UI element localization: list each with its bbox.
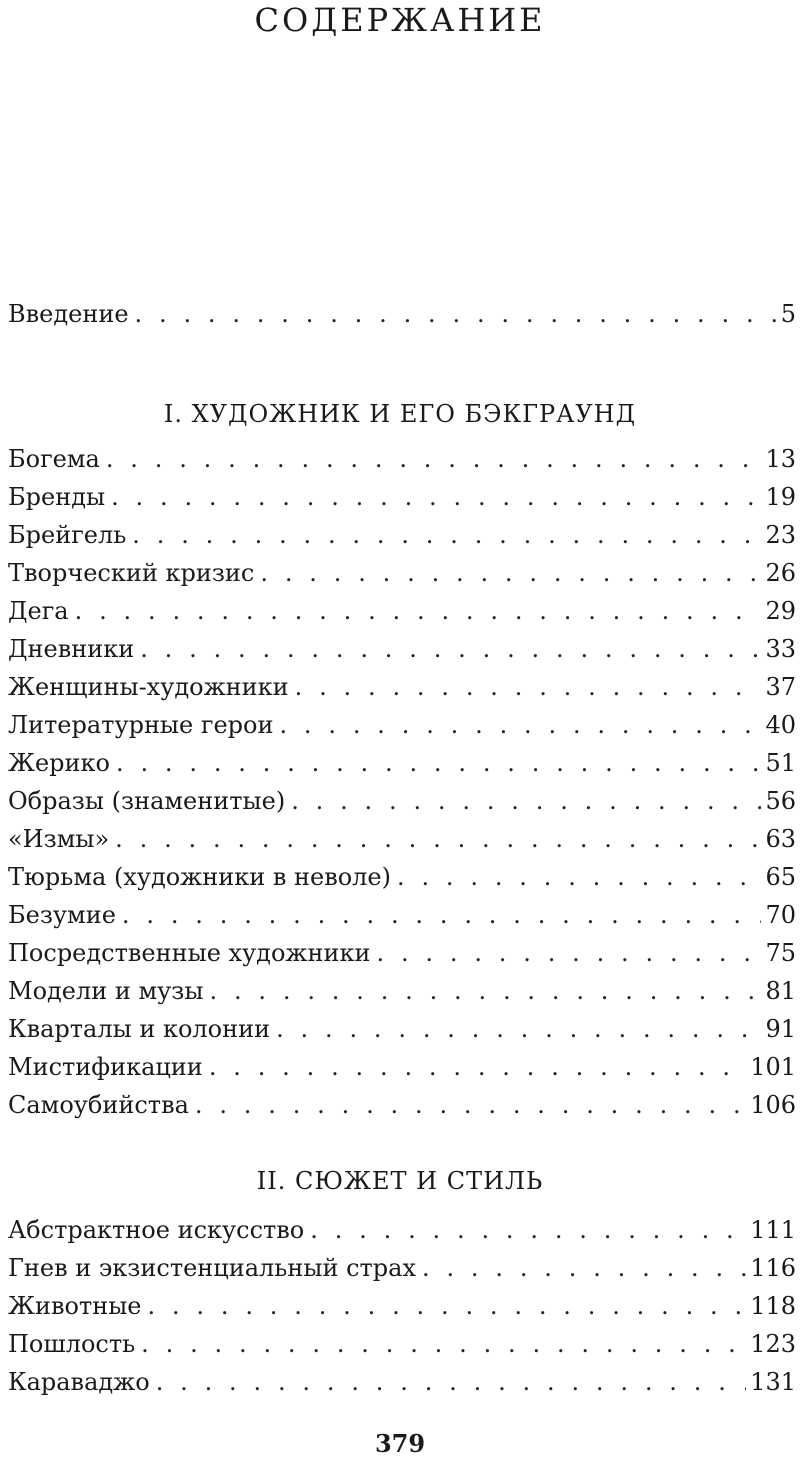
toc-entry-label: Караваджо: [8, 1368, 150, 1396]
toc-entry-label: Безумие: [8, 901, 116, 929]
toc-entry-label: Образы (знаменитые): [8, 787, 286, 815]
toc-entry: [8, 631, 796, 667]
toc-entry-label: Бренды: [8, 483, 106, 511]
toc-entry: [8, 441, 796, 477]
toc-entry-page: 118: [750, 1292, 796, 1320]
toc-entry: [8, 517, 796, 553]
dot-leader: [295, 669, 762, 705]
toc-entry: [8, 479, 796, 515]
toc-entry: [8, 1087, 796, 1123]
dot-leader: [106, 441, 762, 477]
toc-entry-label: Модели и музы: [8, 977, 204, 1005]
toc-entry-label: Дневники: [8, 635, 135, 663]
toc-entry-page: 131: [750, 1368, 796, 1396]
toc-entry-page: 101: [750, 1053, 796, 1081]
dot-leader: [156, 1364, 747, 1400]
dot-leader: [422, 1250, 746, 1286]
toc-entry-page: 123: [750, 1330, 796, 1358]
toc-entry-page: 5: [780, 300, 796, 328]
dot-leader: [209, 973, 761, 1009]
toc-entry: [8, 859, 796, 895]
toc-entry-label: Брейгель: [8, 521, 127, 549]
toc-entry-page: 70: [765, 901, 796, 929]
toc-entry: [8, 821, 796, 857]
toc-entry: [8, 745, 796, 781]
toc-entry-page: 75: [765, 939, 796, 967]
toc-entry-page: 65: [765, 863, 796, 891]
toc-entry: [8, 669, 796, 705]
toc-entry: [8, 555, 796, 591]
dot-leader: [135, 296, 777, 332]
toc-entry-label: Самоубийства: [8, 1091, 189, 1119]
toc-entry-page: 111: [750, 1216, 796, 1244]
toc-entry: [8, 897, 796, 933]
toc-entry: [8, 1049, 796, 1085]
dot-leader: [116, 745, 761, 781]
toc-entry-label: Дега: [8, 597, 69, 625]
toc-entry-label: Литературные герои: [8, 711, 274, 739]
toc-entry: [8, 1212, 796, 1248]
toc-entry-page: 51: [765, 749, 796, 777]
dot-leader: [111, 479, 761, 515]
dot-leader: [397, 859, 761, 895]
toc-entry: [8, 783, 796, 819]
dot-leader: [279, 707, 761, 743]
toc-entry: [8, 593, 796, 629]
toc-entry-page: 40: [765, 711, 796, 739]
toc-entry-page: 13: [765, 445, 796, 473]
toc-entry-label: Животные: [8, 1292, 142, 1320]
toc-entry-label: Мистификации: [8, 1053, 203, 1081]
toc-entry-label: Пошлость: [8, 1330, 136, 1358]
toc-entry-page: 106: [750, 1091, 796, 1119]
toc-entry: [8, 973, 796, 1009]
toc-entry-page: 116: [750, 1254, 796, 1282]
dot-leader: [122, 897, 762, 933]
dot-leader: [195, 1087, 746, 1123]
section-heading-2: II. СЮЖЕТ И СТИЛЬ: [256, 1167, 544, 1195]
dot-leader: [310, 1212, 746, 1248]
dot-leader: [276, 1011, 761, 1047]
dot-leader: [376, 935, 761, 971]
toc-entry-page: 56: [765, 787, 796, 815]
toc-entry-page: 63: [765, 825, 796, 853]
toc-entry-label: Тюрьма (художники в неволе): [8, 863, 391, 891]
toc-entry: [8, 1288, 796, 1324]
page-number: 379: [374, 1429, 426, 1458]
toc-entry-page: 29: [765, 597, 796, 625]
dot-leader: [148, 1288, 747, 1324]
section-heading-1: I. ХУДОЖНИК И ЕГО БЭКГРАУНД: [163, 400, 637, 428]
dot-leader: [140, 631, 761, 667]
dot-leader: [141, 1326, 746, 1362]
toc-entry-label: Жерико: [8, 749, 110, 777]
toc-entry-page: 81: [765, 977, 796, 1005]
toc-entry-page: 23: [765, 521, 796, 549]
toc-entry-intro: [8, 296, 796, 332]
toc-entry-page: 91: [765, 1015, 796, 1043]
toc-entry-label: Женщины-художники: [8, 673, 289, 701]
page-title: СОДЕРЖАНИЕ: [254, 1, 546, 39]
toc-entry-page: 26: [765, 559, 796, 587]
toc-entry-label: Кварталы и колонии: [8, 1015, 271, 1043]
toc-entry: [8, 1364, 796, 1400]
toc-entry-label: Богема: [8, 445, 100, 473]
dot-leader: [115, 821, 761, 857]
toc-entry-label: Введение: [8, 300, 129, 328]
toc-entry-label: Посредственные художники: [8, 939, 371, 967]
dot-leader: [260, 555, 761, 591]
toc-entry-page: 37: [765, 673, 796, 701]
toc-entry-label: Творческий кризис: [8, 559, 255, 587]
toc-entry-label: Гнев и экзистенциальный страх: [8, 1254, 416, 1282]
toc-entry-page: 33: [765, 635, 796, 663]
toc-entry: [8, 1250, 796, 1286]
toc-entry-page: 19: [765, 483, 796, 511]
dot-leader: [291, 783, 761, 819]
toc-entry: [8, 1326, 796, 1362]
dot-leader: [209, 1049, 746, 1085]
toc-entry: [8, 707, 796, 743]
toc-entry-label: Абстрактное искусство: [8, 1216, 305, 1244]
toc-entry-label: «Измы»: [8, 825, 110, 853]
toc-entry: [8, 935, 796, 971]
toc-entry: [8, 1011, 796, 1047]
dot-leader: [75, 593, 762, 629]
dot-leader: [132, 517, 761, 553]
